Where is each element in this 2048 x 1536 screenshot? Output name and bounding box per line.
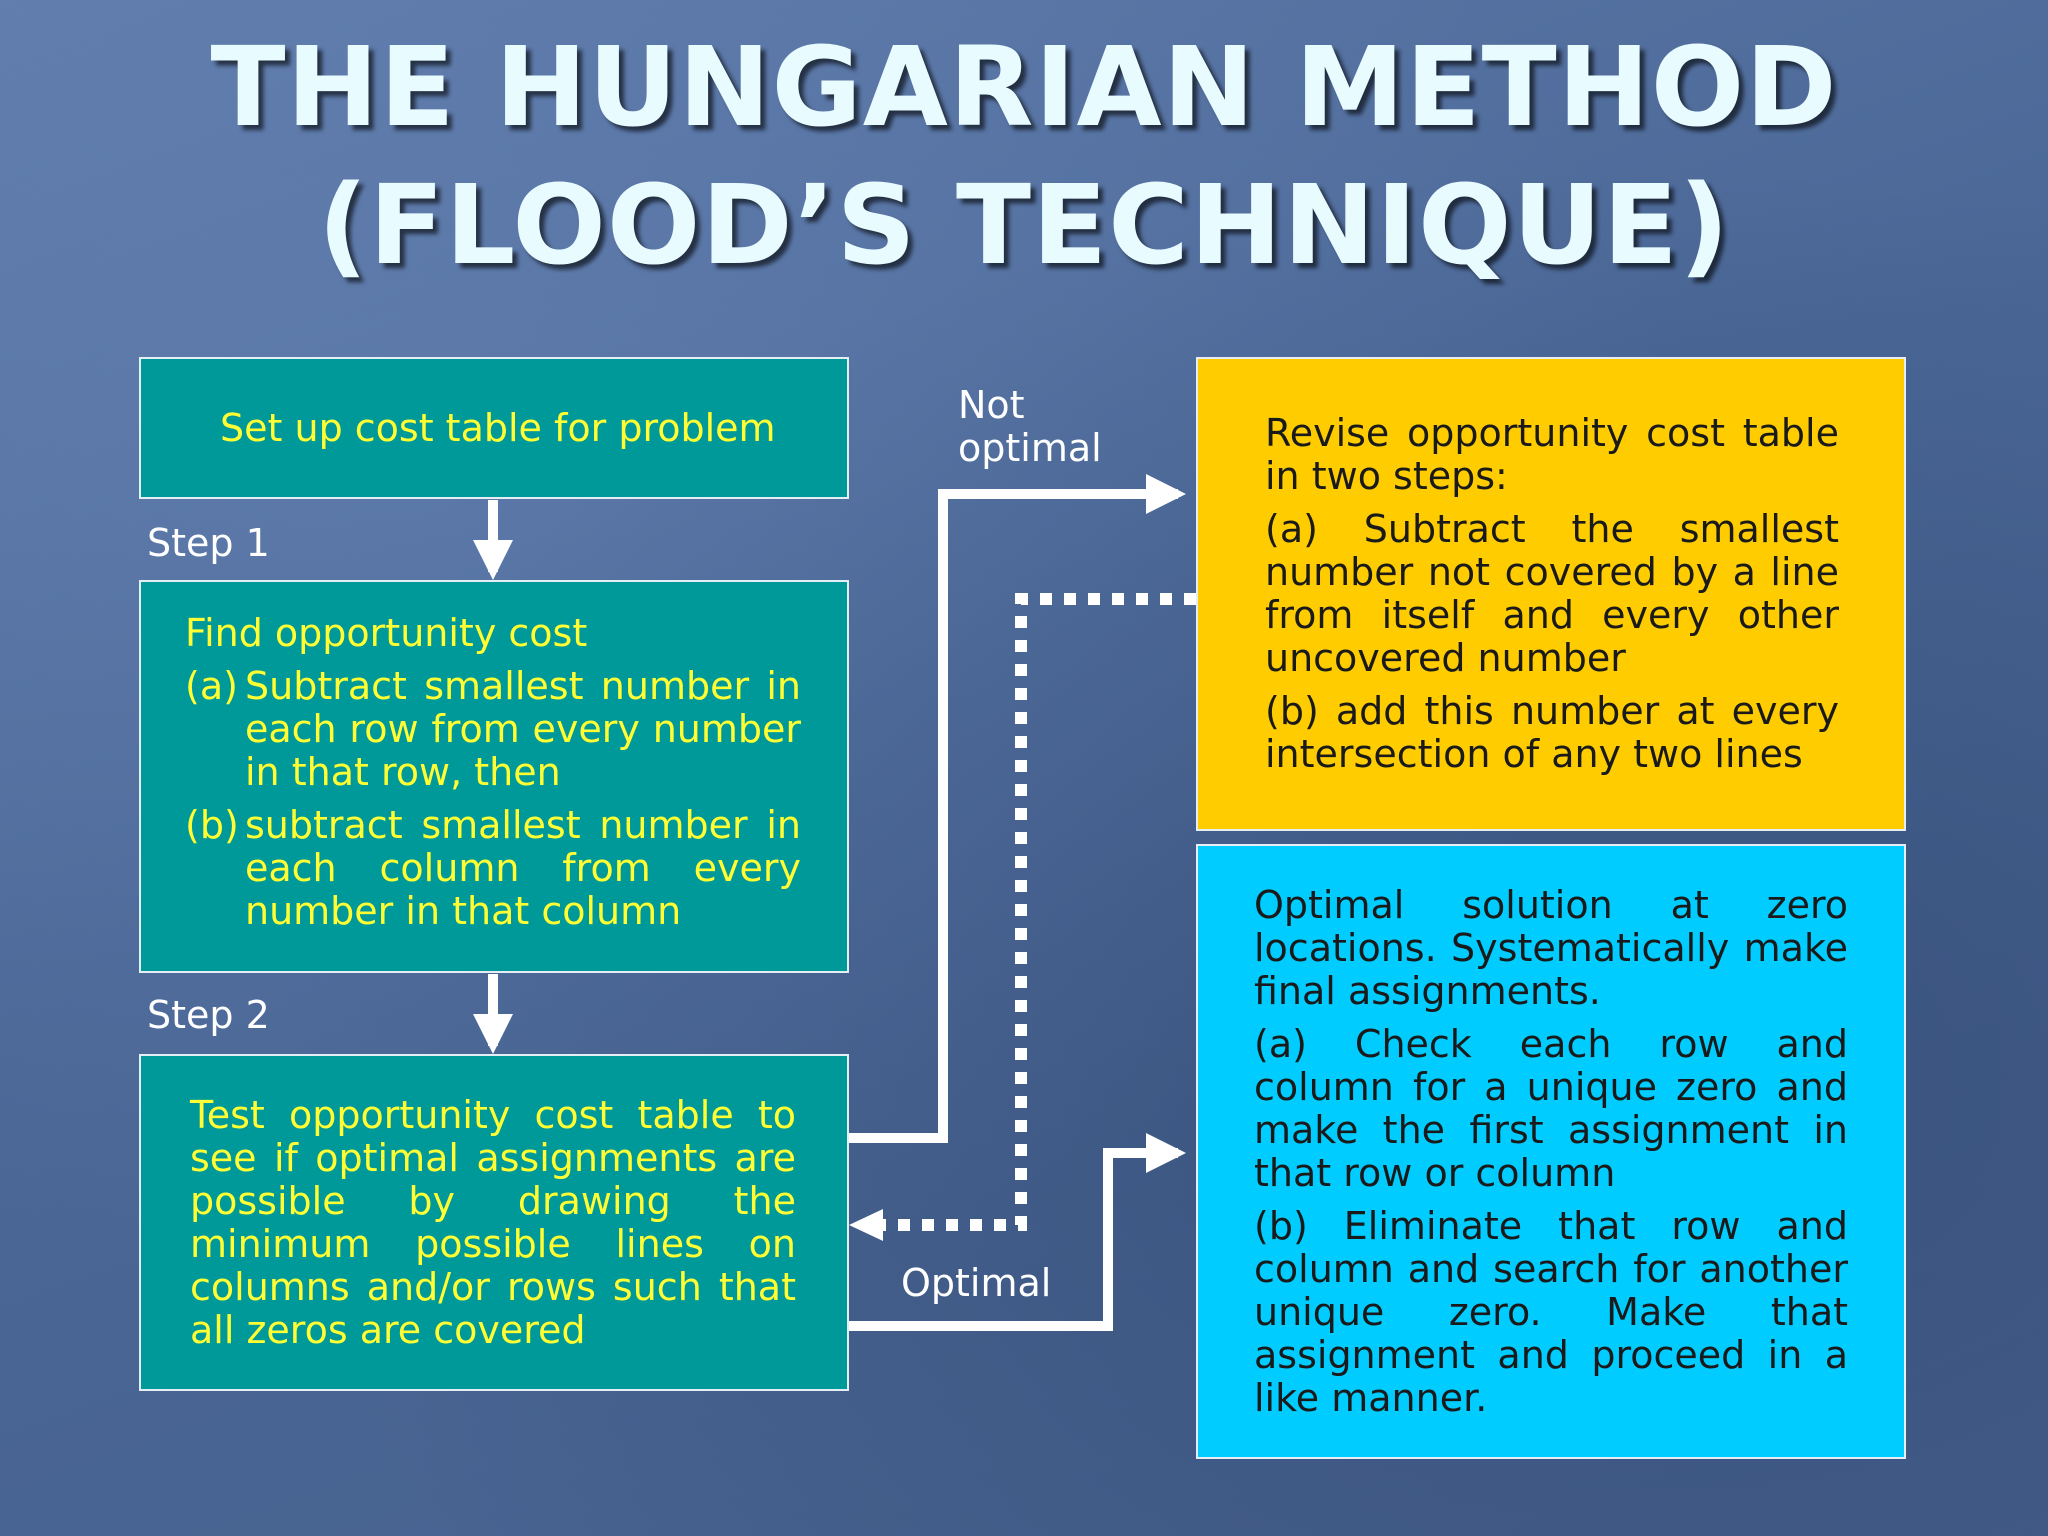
step1-box bbox=[139, 580, 849, 973]
title-line-1: THE HUNGARIAN METHOD bbox=[210, 23, 1838, 151]
step2-text: Test opportunity cost table to see if optimal assignments are possible by drawing the minimum possible lines on columns and/or rows such that all zeros are covered bbox=[190, 1093, 796, 1352]
arrow-revise-to-step2-head bbox=[849, 1209, 883, 1241]
step1-item-b-text: subtract smallest number in each column from every number in that column bbox=[245, 803, 801, 933]
optimal-intro: Optimal solution at zero locations. Systematically make final assignments. bbox=[1254, 883, 1848, 1013]
not-optimal-label-line1: Not bbox=[958, 383, 1025, 427]
step1-item-a-label: (a) bbox=[185, 664, 238, 708]
revise-item-b: (b) add this number at every intersection of any two lines bbox=[1265, 689, 1839, 776]
title-line-2: (FLOOD’S TECHNIQUE) bbox=[317, 161, 1731, 289]
step1-item-b bbox=[185, 804, 801, 933]
optimal-item-a: (a) Check each row and column for a unique zero and make the first assignment in that row or column bbox=[1254, 1022, 1848, 1195]
step1-heading: Find opportunity cost bbox=[185, 611, 588, 655]
step1-item-a-text: Subtract smallest number in each row from every number in that row, then bbox=[245, 664, 801, 794]
revise-item-a: (a) Subtract the smallest number not covered by a line from itself and every other uncovered number bbox=[1265, 507, 1839, 680]
not-optimal-label-line2: optimal bbox=[958, 426, 1102, 470]
setup-box-text: Set up cost table for problem bbox=[220, 406, 776, 450]
not-optimal-label bbox=[958, 384, 1102, 470]
optimal-label: Optimal bbox=[901, 1261, 1052, 1305]
step1-item-b-label: (b) bbox=[185, 803, 239, 847]
optimal-solution-box bbox=[1196, 844, 1906, 1459]
step1-item-a bbox=[185, 665, 801, 794]
revise-box bbox=[1196, 357, 1906, 831]
revise-intro: Revise opportunity cost table in two steps: bbox=[1265, 411, 1839, 498]
step-2-label: Step 2 bbox=[147, 993, 270, 1037]
step2-box bbox=[139, 1054, 849, 1391]
arrow-revise-to-step2-dotted bbox=[878, 599, 1196, 1225]
optimal-item-b: (b) Eliminate that row and column and search for another unique zero. Make that assignment and proceed in a like manner. bbox=[1254, 1204, 1848, 1420]
setup-box bbox=[139, 357, 849, 499]
step-1-label: Step 1 bbox=[147, 521, 270, 565]
arrow-not-optimal bbox=[849, 494, 1178, 1138]
